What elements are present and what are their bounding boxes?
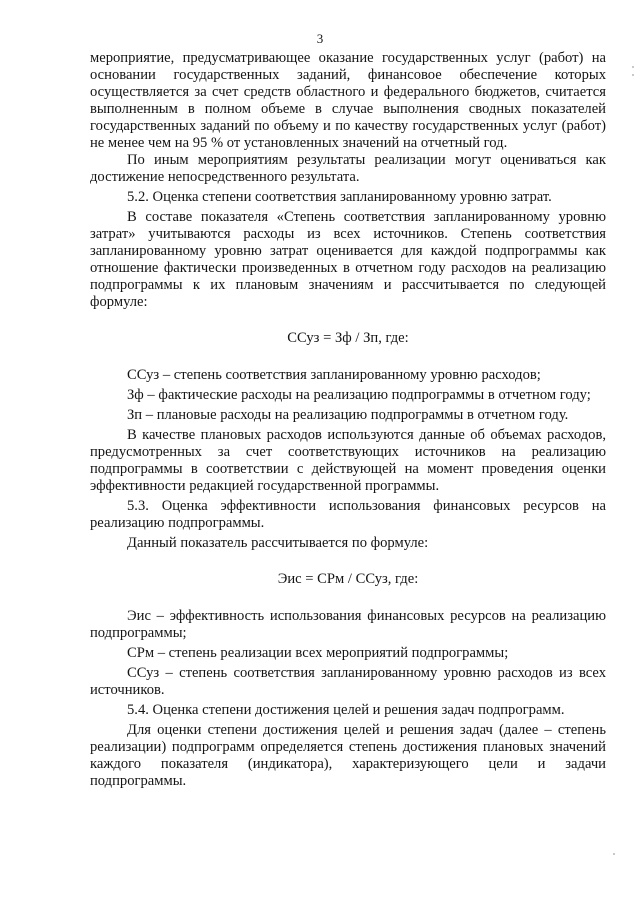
document-body <box>90 50 606 790</box>
paragraph-goals-achievement: Для оценки степени достижения целей и решения задач (далее – степень реализации) подпрограмм определяется степень достижения плановых значений каждого показателя (индикатора), характеризующего цели и задачи подпрограммы. <box>90 722 606 789</box>
page-number: 3 <box>316 31 324 46</box>
definition-zp: Зп – плановые расходы на реализацию подпрограммы в отчетном году. <box>127 407 569 423</box>
paragraph-state-tasks: мероприятие, предусматривающее оказание государственных услуг (работ) на основании государственных заданий, финансовое обеспечение которых осуществляется за счет средств областного и федерального бюджетов, считается выполненным в полном объеме в случае выполнения сводных показателей государственных заданий по объему и по качеству государственных услуг (работ) не менее чем на 95 % от установленных значений на отчетный год. <box>90 50 606 151</box>
formula-ssuz: ССуз = Зф / Зп, где: <box>287 330 409 346</box>
section-heading-5-4: 5.4. Оценка степени достижения целей и решения задач подпрограмм. <box>127 702 565 718</box>
paragraph-planned-expenses: В качестве плановых расходов используются данные об объемах расходов, предусмотренных за счет соответствующих источников на реализацию подпрограммы в соответствии с действующей на момент проведения оценки эффективности редакцией государственной программы. <box>90 427 606 494</box>
scan-speck <box>613 853 615 855</box>
scan-speck <box>632 74 634 76</box>
paragraph-formula-intro: Данный показатель рассчитывается по формуле: <box>127 535 429 551</box>
definition-srm: СРм – степень реализации всех мероприятий подпрограммы; <box>127 645 509 661</box>
definition-zf: Зф – фактические расходы на реализацию подпрограммы в отчетном году; <box>127 387 591 403</box>
definition-eis: Эис – эффективность использования финансовых ресурсов на реализацию подпрограммы; <box>90 608 606 641</box>
scan-speck <box>632 66 634 68</box>
definition-ssuz-sources: ССуз – степень соответствия запланированному уровню расходов из всех источников. <box>90 665 606 698</box>
section-heading-5-3: 5.3. Оценка эффективности использования финансовых ресурсов на реализацию подпрограммы. <box>90 498 606 531</box>
paragraph-cost-compliance: В составе показателя «Степень соответствия запланированному уровню затрат» учитываются расходы из всех источников. Степень соответствия запланированному уровню затрат оценивается для каждой подпрограммы как отношение фактически произведенных в отчетном году расходов на реализацию подпрограммы к их плановым значениям и рассчитывается по следующей формуле: <box>90 209 606 310</box>
definition-ssuz: ССуз – степень соответствия запланированному уровню расходов; <box>127 367 541 383</box>
paragraph-other-measures: По иным мероприятиям результаты реализации могут оцениваться как достижение непосредственного результата. <box>90 152 606 185</box>
section-heading-5-2: 5.2. Оценка степени соответствия запланированному уровню затрат. <box>127 189 552 205</box>
formula-eis: Эис = СРм / ССуз, где: <box>277 571 419 587</box>
